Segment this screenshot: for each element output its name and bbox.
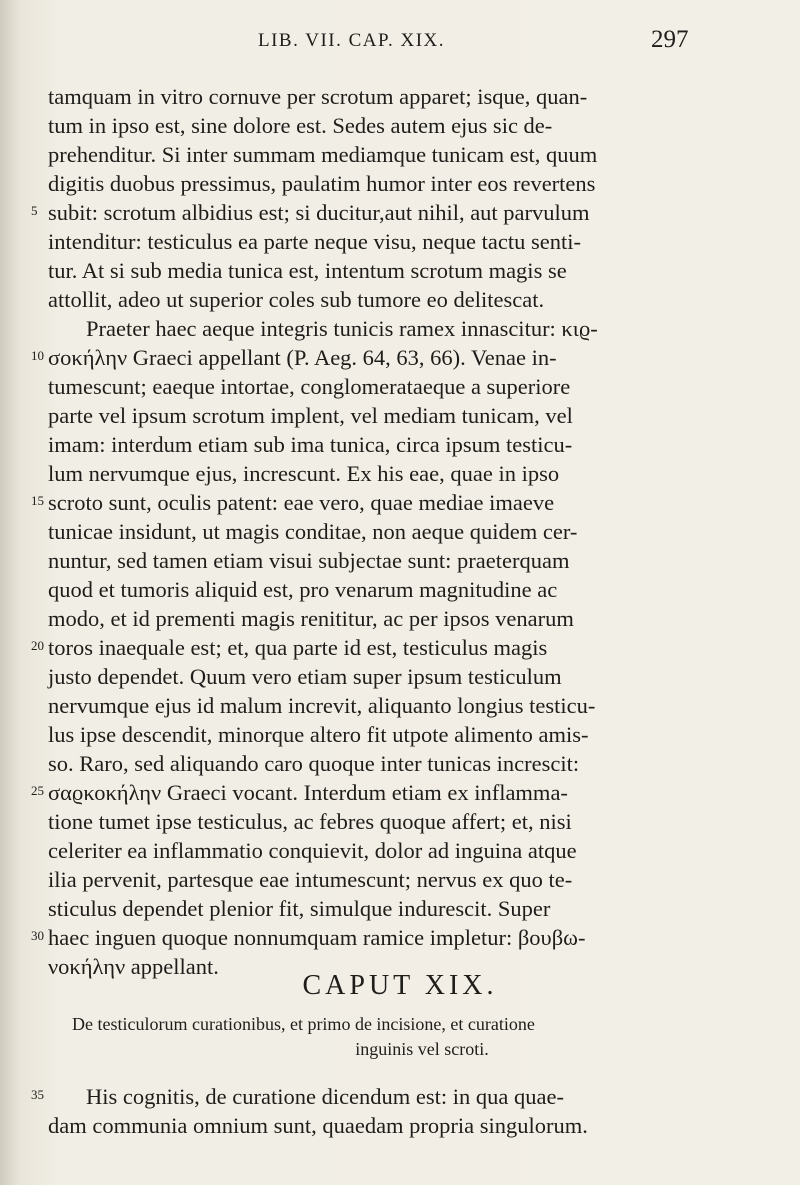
text-line: prehenditur. Si inter summam mediamque tunicam est, quum	[48, 142, 598, 167]
text-line: tunicae insidunt, ut magis conditae, non aeque quidem cer-	[48, 519, 578, 544]
text-line: 15 scroto sunt, oculis patent: eae vero, quae mediae imaeve	[48, 488, 748, 517]
line-number: 35	[31, 1087, 44, 1102]
line-number: 5	[31, 203, 38, 218]
text-line: attollit, adeo ut superior coles sub tumore eo delitescat.	[48, 287, 545, 312]
text-line: lus ipse descendit, minorque altero fit utpote alimento amis-	[48, 722, 589, 747]
text-line: 5 subit: scrotum albidius est; si ducitur,aut nihil, aut parvulum	[48, 198, 748, 227]
text-line: celeriter ea inflammatio conquievit, dolor ad inguina atque	[48, 838, 577, 863]
text-line: tumescunt; eaeque intortae, conglomerataeque a superiore	[48, 374, 571, 399]
text-line: modo, et id prementi magis renititur, ac per ipsos venarum	[48, 606, 574, 631]
text-line: quod et tumoris aliquid est, pro venarum magnitudine ac	[48, 577, 558, 602]
text-line: 20 toros inaequale est; et, qua parte id est, testiculus magis	[48, 633, 748, 662]
chapter-subheading	[72, 1012, 772, 1062]
text-line: nuntur, sed tamen etiam visui subjectae sunt: praeterquam	[48, 548, 570, 573]
subheading-line: inguinis vel scroti.	[355, 1039, 489, 1059]
page-header	[0, 26, 800, 62]
text-line: intenditur: testiculus ea parte neque visu, neque tactu senti-	[48, 229, 581, 254]
text-line: 10 σοκήλην Graeci appellant (P. Aeg. 64, 63, 66). Venae in-	[48, 343, 748, 372]
text-line: 30 haec inguen quoque nonnumquam ramice impletur: βουβω-	[48, 923, 748, 952]
running-head: LIB. VII. CAP. XIX.	[258, 30, 446, 51]
subheading-line: De testiculorum curationibus, et primo de incisione, et curatione	[72, 1014, 535, 1034]
chapter-heading: CAPUT XIX.	[302, 970, 498, 1001]
text-line: 25 σαϱκοκήλην Graeci vocant. Interdum etiam ex inflamma-	[48, 778, 748, 807]
text-line: digitis duobus pressimus, paulatim humor inter eos revertens	[48, 171, 596, 196]
text-line: dam communia omnium sunt, quaedam propria singulorum.	[48, 1113, 588, 1138]
text-line: νοκήλην appellant.	[48, 954, 219, 979]
text-line: tum in ipso est, sine dolore est. Sedes autem ejus sic de-	[48, 113, 553, 138]
text-line: justo dependet. Quum vero etiam super ipsum testiculum	[48, 664, 562, 689]
paragraph-start-line: Praeter haec aeque integris tunicis ramex innascitur: κιϱ-	[86, 316, 598, 341]
body-text	[31, 82, 748, 981]
paragraph-start-line: 35 His cognitis, de curatione dicendum est: in qua quae-	[48, 1082, 748, 1111]
text-line: so. Raro, sed aliquando caro quoque inter tunicas increscit:	[48, 751, 580, 776]
page-number: 297	[651, 26, 689, 53]
text-line: tur. At si sub media tunica est, intentum scrotum magis se	[48, 258, 567, 283]
text-line: imam: interdum etiam sub ima tunica, circa ipsum testicu-	[48, 432, 573, 457]
line-number: 20	[31, 638, 44, 653]
text-line: sticulus dependet plenior fit, simulque indurescit. Super	[48, 896, 551, 921]
text-line: lum nervumque ejus, increscunt. Ex his eae, quae in ipso	[48, 461, 560, 486]
text-line: parte vel ipsum scrotum implent, vel mediam tunicam, vel	[48, 403, 573, 428]
text-line: ilia pervenit, partesque eae intumescunt; nervus ex quo te-	[48, 867, 573, 892]
text-line: tione tumet ipse testiculus, ac febres quoque affert; et, nisi	[48, 809, 572, 834]
line-number: 15	[31, 493, 44, 508]
text-line: nervumque ejus id malum increvit, aliquanto longius testicu-	[48, 693, 596, 718]
line-number: 10	[31, 348, 44, 363]
line-number: 30	[31, 928, 44, 943]
line-number: 25	[31, 783, 44, 798]
text-line: tamquam in vitro cornuve per scrotum apparet; isque, quan-	[48, 84, 588, 109]
closing-text	[31, 1082, 748, 1140]
